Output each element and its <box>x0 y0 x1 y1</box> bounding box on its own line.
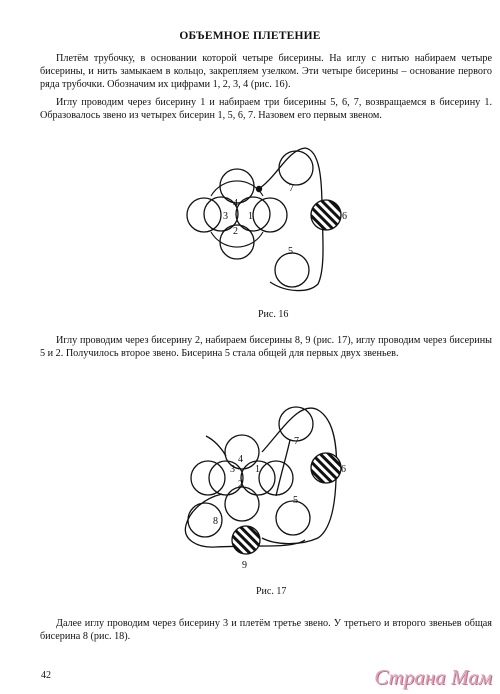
watermark-logo: Страна Мам <box>374 665 492 689</box>
label-7: 7 <box>294 436 299 447</box>
bead-2 <box>225 487 259 521</box>
figure-16-caption: Рис. 16 <box>258 309 289 320</box>
paragraph-3: Иглу проводим через бисерину 2, набираем бисерины 8, 9 (рис. 17), иглу проводим через бисерины 5 и 2. Получилось второе звено. Бисерина 5 стала общей для первых двух звеньев. <box>40 335 492 359</box>
label-6: 6 <box>342 211 347 222</box>
bead-9-hatched <box>232 526 260 554</box>
page-title: ОБЪЕМНОЕ ПЛЕТЕНИЕ <box>179 30 321 42</box>
page-number: 42 <box>41 670 51 681</box>
label-5: 5 <box>288 246 293 257</box>
label-2: 2 <box>238 479 243 490</box>
paragraph-2: Иглу проводим через бисерину 1 и набираем три бисерины 5, 6, 7, возвращаемся в бисерину 1. Образовалось звено из четырех бисерин 1, 5, 6, 7. Назовем его первым звеном. <box>40 97 492 121</box>
label-8: 8 <box>213 516 218 527</box>
bead-5 <box>276 501 310 535</box>
label-6: 6 <box>341 464 346 475</box>
label-3: 3 <box>230 464 235 475</box>
bead-6-hatched <box>311 453 341 483</box>
thread-path-17d <box>276 440 290 496</box>
label-9: 9 <box>242 560 247 571</box>
label-5: 5 <box>293 495 298 506</box>
label-2: 2 <box>233 226 238 237</box>
paragraph-1: Плетём трубочку, в основании которой четыре бисерины. На иглу с нитью набираем четыре бисерины, и нить замыкаем в кольцо, закрепляем узелком. Эти четыре бисерины – основание первого ряда трубочки. Обозначим их цифрами 1, 2, 3, 4 (рис. 16). <box>40 53 492 90</box>
paragraph-4: Далее иглу проводим через бисерину 3 и плетём третье звено. У третьего и второго звеньев общая бисерина 8 (рис. 18). <box>40 618 492 642</box>
label-4: 4 <box>238 454 243 465</box>
bead-extra-r <box>259 461 293 495</box>
label-7: 7 <box>289 183 294 194</box>
bead-extra <box>191 461 225 495</box>
label-1: 1 <box>255 464 260 475</box>
thread-path-17c <box>206 436 226 456</box>
label-1: 1 <box>248 211 253 222</box>
label-3: 3 <box>223 211 228 222</box>
label-4: 4 <box>233 198 238 209</box>
figure-17-caption: Рис. 17 <box>256 586 287 597</box>
